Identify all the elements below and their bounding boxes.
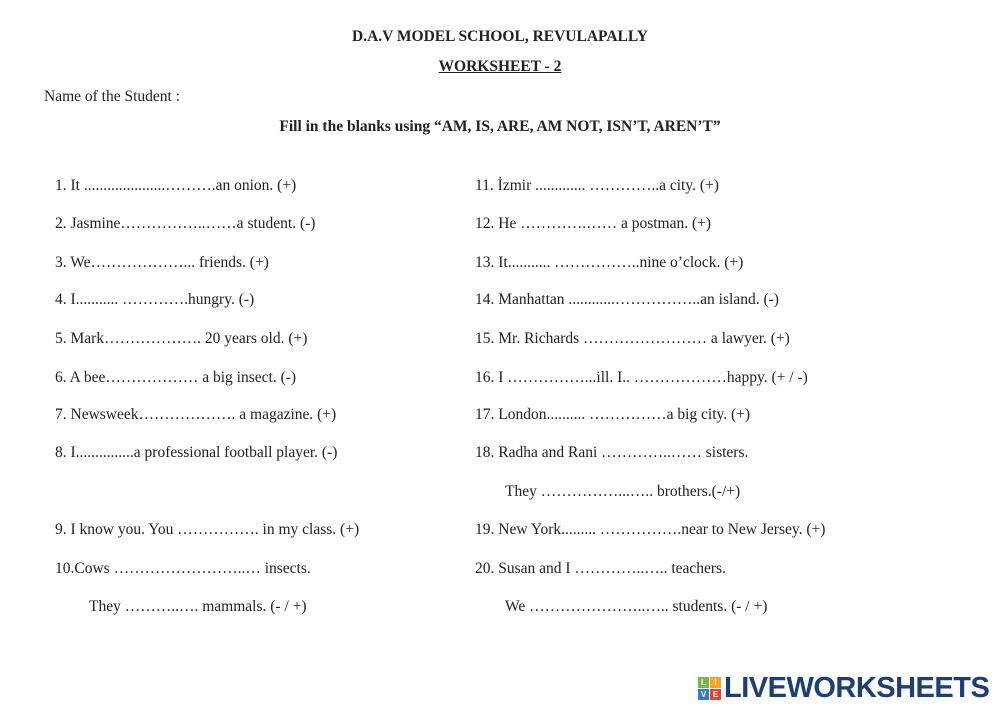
question-5: 5. Mark………………. 20 years old. (+) — [55, 330, 308, 347]
question-18: 18. Radha and Rani …………..…… sisters. — [475, 444, 749, 461]
question-20: 20. Susan and I …………..….. teachers. — [475, 560, 726, 577]
liveworksheets-logo — [698, 672, 989, 705]
question-13: 13. It........... ……………..nine o’clock. (+) — [475, 254, 744, 271]
question-10: 10.Cows ……………………..… insects. — [55, 560, 311, 577]
question-20b: We …………………..….. students. (- / +) — [505, 598, 768, 615]
question-6: 6. A bee……………… a big insect. (-) — [55, 369, 297, 386]
worksheet-title: WORKSHEET - 2 — [438, 58, 562, 75]
question-17: 17. London.......... ……………a big city. (+) — [475, 406, 751, 423]
question-7: 7. Newsweek………………. a magazine. (+) — [55, 406, 337, 423]
question-14: 14. Manhattan ............……………..an island. (-) — [475, 291, 779, 308]
logo-tile: E — [710, 689, 721, 700]
question-9: 9. I know you. You ……………. in my class. (+) — [55, 521, 360, 538]
student-name-label: Name of the Student : — [44, 88, 181, 105]
logo-tile: I — [710, 677, 721, 688]
logo-text: LIVEWORKSHEETS — [724, 672, 990, 704]
question-10b: They ………..…. mammals. (- / +) — [89, 598, 307, 615]
question-12: 12. He ………….…… a postman. (+) — [475, 215, 712, 232]
question-11: 11. İzmir ............. …………..a city. (+) — [475, 177, 719, 194]
question-16: 16. I ……………...ill. I.. ………………happy. (+ / -) — [475, 369, 808, 386]
instruction: Fill in the blanks using “AM, IS, ARE, AM NOT, ISN’T, AREN’T” — [279, 118, 721, 135]
logo-tiles-icon — [698, 677, 721, 700]
logo-tile: V — [698, 689, 709, 700]
question-1: 1. It .....................……….an onion. (+) — [55, 177, 297, 194]
question-15: 15. Mr. Richards …………………… a lawyer. (+) — [475, 330, 790, 347]
question-18b: They ……………...….. brothers.(-/+) — [505, 483, 741, 500]
question-3: 3. We………………... friends. (+) — [55, 254, 269, 271]
question-8: 8. I...............a professional football player. (-) — [55, 444, 338, 461]
logo-tile: L — [698, 677, 709, 688]
question-4: 4. I........... ………….hungry. (-) — [55, 291, 255, 308]
question-2: 2. Jasmine……………..……a student. (-) — [55, 215, 316, 232]
school-title: D.A.V MODEL SCHOOL, REVULAPALLY — [352, 28, 648, 45]
question-19: 19. New York......... …………….near to New Jersey. (+) — [475, 521, 826, 538]
